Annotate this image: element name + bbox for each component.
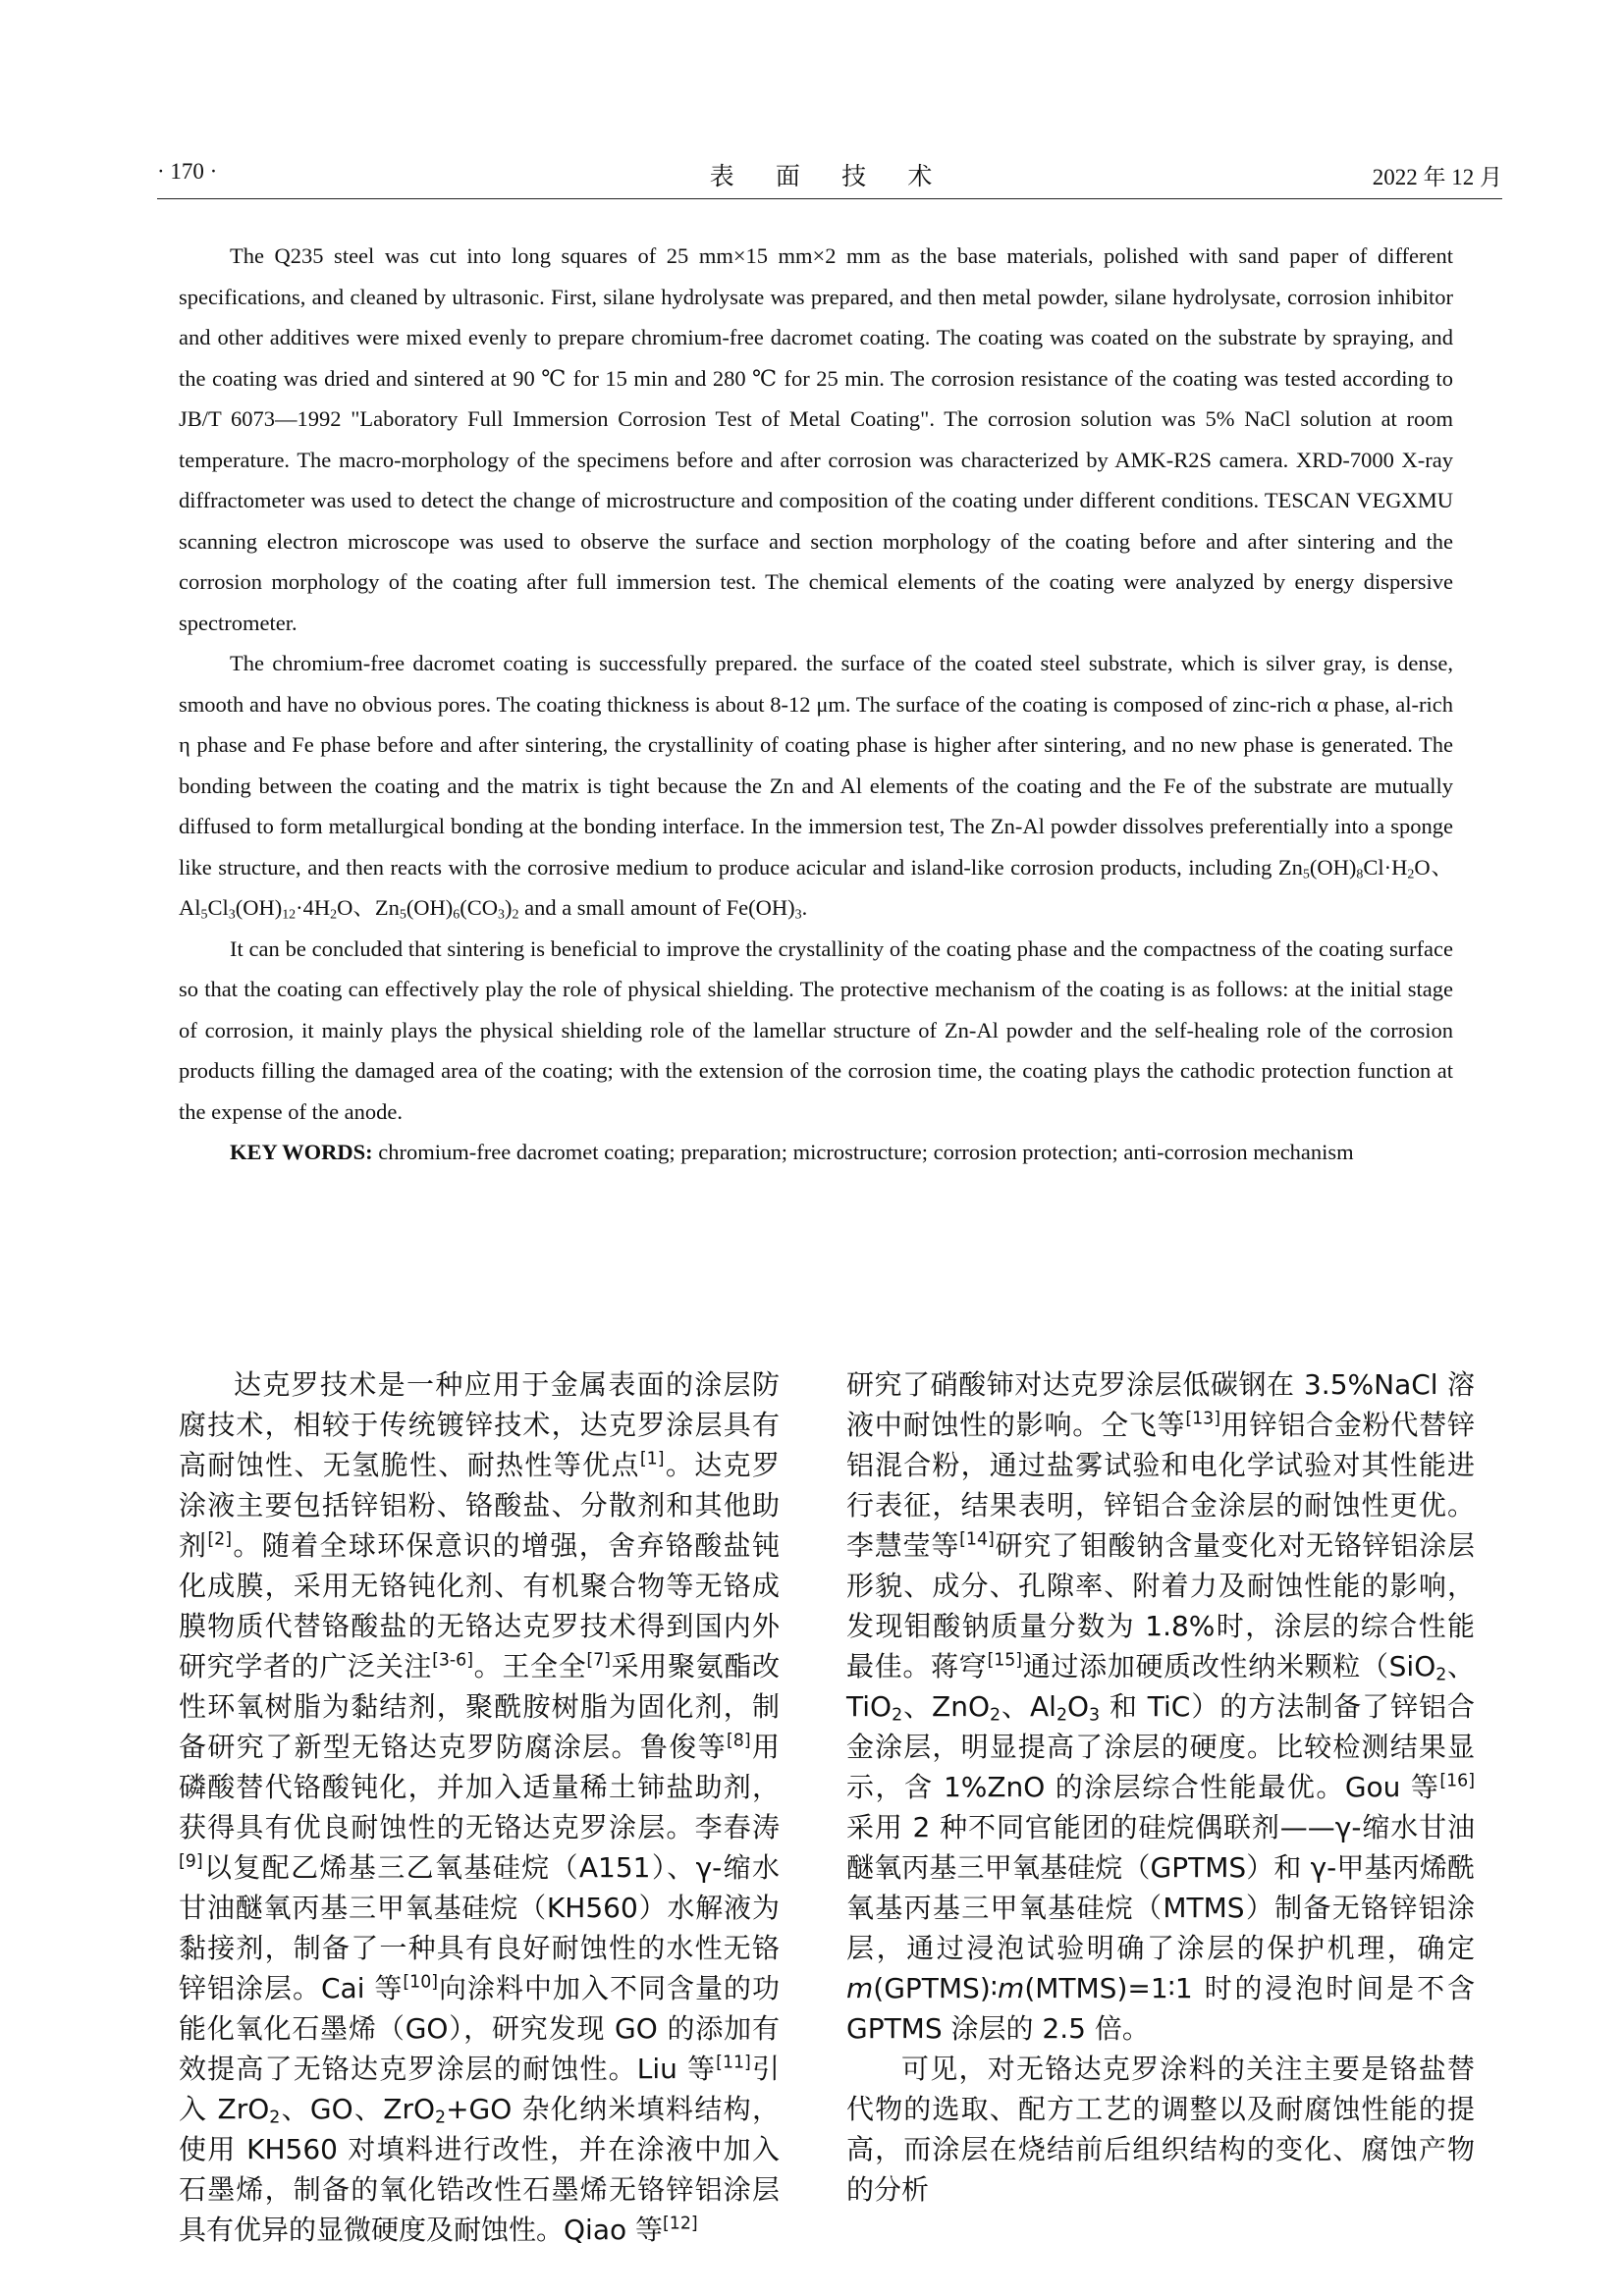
body-column-left	[179, 1364, 780, 2250]
citation: [15]	[987, 1650, 1023, 1671]
citation: [8]	[727, 1731, 751, 1751]
body-column-right	[846, 1364, 1475, 2210]
keywords-text: chromium-free dacromet coating; preparation; microstructure; corrosion protection; anti-corrosion mechanism	[378, 1140, 1354, 1164]
english-abstract	[179, 236, 1453, 1173]
journal-title: 表 面 技 术	[709, 164, 950, 190]
abstract-paragraph-results	[179, 643, 1453, 929]
citation: [14]	[959, 1529, 995, 1550]
citation: [12]	[663, 2214, 698, 2234]
results-text: The chromium-free dacromet coating is successfully prepared. the surface of the coated steel substrate, which is silver gray, is dense, smooth and have no obvious pores. The coating thickness is about 8-12 μm. The surface of the coating is composed of zinc-rich α phase, al-rich η phase and Fe phase before and after sintering, the crystallinity of coating phase is higher after sintering, and no new phase is generated. The bonding between the coating and the matrix is tight because the Zn and Al elements of the coating and the Fe of the substrate are mutually diffused to form metallurgical bonding at the bonding interface. In the immersion test, The Zn-Al powder dissolves preferentially into a sponge like structure, and then reacts with the corrosive medium to produce acicular and island-like corrosion products, including	[179, 651, 1453, 880]
keywords-line	[179, 1132, 1453, 1173]
summary-paragraph: 可见，对无铬达克罗涂料的关注主要是铬盐替代物的选取、配方工艺的调整以及耐腐蚀性能的提高，而涂层在烧结前后组织结构的变化、腐蚀产物的分析	[846, 2053, 1475, 2206]
citation: [2]	[207, 1529, 232, 1550]
issue-date: 2022 年 12 月	[1372, 165, 1502, 189]
abstract-paragraph-methods: The Q235 steel was cut into long squares of 25 mm×15 mm×2 mm as the base materials, polished with sand paper of different specifications, and cleaned by ultrasonic. First, silane hydrolysate was prepared, and then metal powder, silane hydrolysate, corrosion inhibitor and other additives were mixed evenly to prepare chromium-free dacromet coating. The coating was coated on the substrate by spraying, and the coating was dried and sintered at 90 ℃ for 15 min and 280 ℃ for 25 min. The corrosion resistance of the coating was tested according to JB/T 6073—1992 "Laboratory Full Immersion Corrosion Test of Metal Coating". The corrosion solution was 5% NaCl solution at room temperature. The macro-morphology of the specimens before and after corrosion was characterized by AMK-R2S camera. XRD-7000 X-ray diffractometer was used to detect the change of microstructure and composition of the coating under different conditions. TESCAN VEGXMU scanning electron microscope was used to observe the surface and section morphology of the coating before and after sintering and the corrosion morphology of the coating after full immersion test. The chemical elements of the coating were analyzed by energy dispersive spectrometer.	[179, 243, 1453, 635]
citation: [7]	[586, 1650, 611, 1671]
intro-paragraph: 达克罗技术是一种应用于金属表面的涂层防腐技术，相较于传统镀锌技术，达克罗涂层具有高耐蚀性、无氢脆性、耐热性等优点[1]。达克罗涂液主要包括锌铝粉、铬酸盐、分散剂和其他助剂[2]。随着全球环保意识的增强，舍弃铬酸盐钝化成膜，采用无铬钝化剂、有机聚合物等无铬成膜物质代替铬酸盐的无铬达克罗技术得到国内外研究学者的广泛关注[3-6]。王全全[7]采用聚氨酯改性环氧树脂为黏结剂，聚酰胺树脂为固化剂，制备研究了新型无铬达克罗防腐涂层。鲁俊等[8]用磷酸替代铬酸钝化，并加入适量稀土铈盐助剂，获得具有优良耐蚀性的无铬达克罗涂层。李春涛[9]以复配乙烯基三乙氧基硅烷（A151）、γ-缩水甘油醚氧丙基三甲氧基硅烷（KH560）水解液为黏接剂，制备了一种具有良好耐蚀性的水性无铬锌铝涂层。Cai 等[10]向涂料中加入不同含量的功能化氧化石墨烯（GO），研究发现 GO 的添加有效提高了无铬达克罗涂层的耐蚀性。Liu 等[11]引入 ZrO$_2$、GO、ZrO$_2$+GO 杂化纳米填料结构，使用 KH560 对填料进行改性，并在涂液中加入石墨烯，制备的氧化锆改性石墨烯无铬锌铝涂层具有优异的显微硬度及耐蚀性。Qiao 等[12]	[179, 1368, 780, 2246]
intro-paragraph-continued: 研究了硝酸铈对达克罗涂层低碳钢在 3.5%NaCl 溶液中耐蚀性的影响。仝飞等[13]用锌铝合金粉代替锌铝混合粉，通过盐雾试验和电化学试验对其性能进行表征，结果表明，锌铝合金涂层的耐蚀性更优。李慧莹等[14]研究了钼酸钠含量变化对无铬锌铝涂层形貌、成分、孔隙率、附着力及耐蚀性能的影响，发现钼酸钠质量分数为 1.8%时，涂层的综合性能最佳。蒋穹[15]通过添加硬质改性纳米颗粒（SiO$_2$、TiO$_2$、ZnO$_2$、$Al_2O_3$ 和 TiC）的方法制备了锌铝合金涂层，明显提高了涂层的硬度。比较检测结果显示，含 1%ZnO 的涂层综合性能最优。Gou 等[16]采用 2 种不同官能团的硅烷偶联剂——γ-缩水甘油醚氧丙基三甲氧基硅烷（GPTMS）和 γ-甲基丙烯酰氧基丙基三甲氧基硅烷（MTMS）制备无铬锌铝涂层，通过浸泡试验明确了涂层的保护机理，确定 m(GPTMS)∶m(MTMS)=1∶1 时的浸泡时间是不含 GPTMS 涂层的 2.5 倍。	[846, 1368, 1476, 2045]
corrosion-products-formula: $Zn_5(OH)_8Cl\cdot H_2O$、$Al_5Cl_3(OH)_{12}\cdot 4H_2O$、$Zn_5(OH)_6(CO_3)_2$ and a small amount of $Fe(OH)_3$.	[179, 854, 1453, 923]
citation: [11]	[716, 2053, 751, 2073]
citation: [13]	[1185, 1409, 1220, 1429]
citation: [10]	[403, 1972, 439, 1993]
citation: [16]	[1439, 1771, 1475, 1791]
running-header	[157, 157, 1502, 199]
page-number: · 170 ·	[157, 159, 218, 184]
keywords-label: KEY WORDS:	[230, 1140, 373, 1164]
citation: [1]	[639, 1449, 665, 1469]
citation: [9]	[179, 1851, 203, 1872]
abstract-paragraph-conclusion: It can be concluded that sintering is beneficial to improve the crystallinity of the coating phase and the compactness of the coating surface so that the coating can effectively play the role of physical shielding. The protective mechanism of the coating is as follows: at the initial stage of corrosion, it mainly plays the physical shielding role of the lamellar structure of Zn-Al powder and the self-healing role of the corrosion products filling the damaged area of the coating; with the extension of the corrosion time, the coating plays the cathodic protection function at the expense of the anode.	[179, 935, 1453, 1124]
citation: [3-6]	[432, 1650, 473, 1671]
